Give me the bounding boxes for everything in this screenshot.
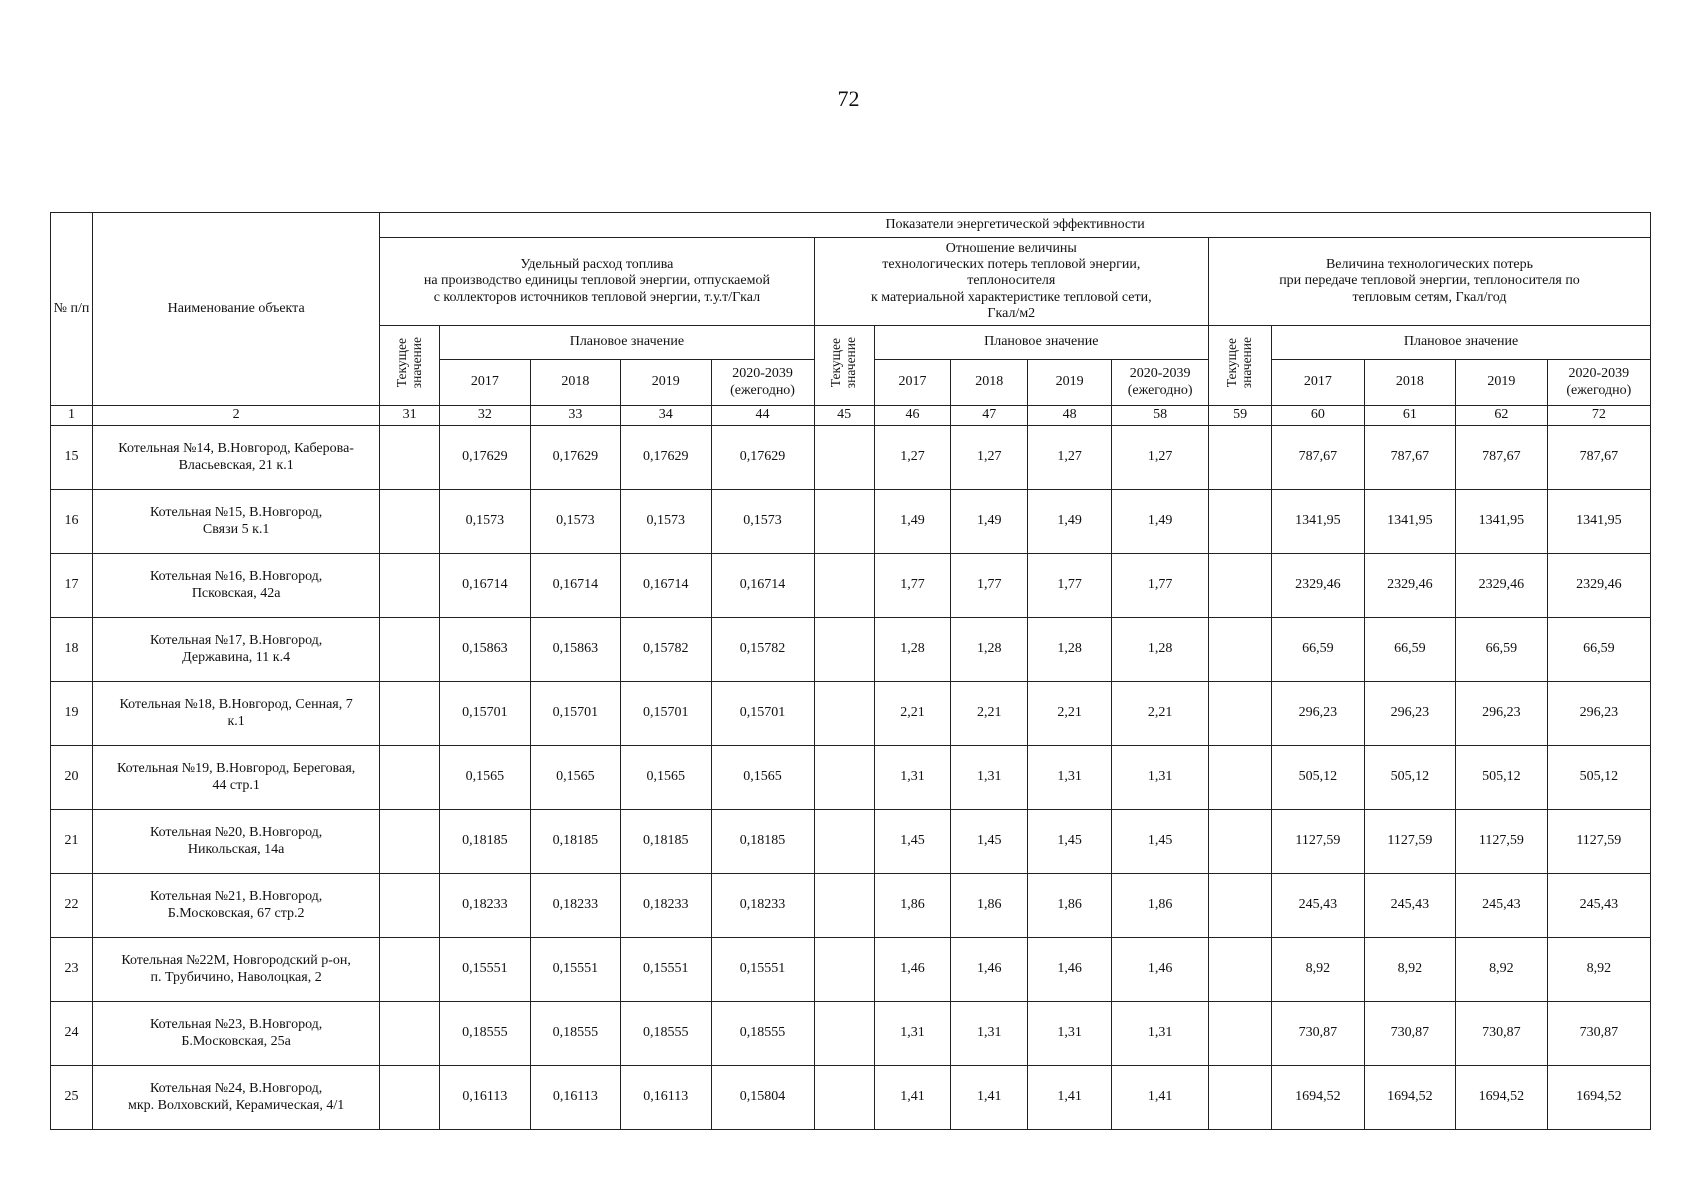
planned-value-cell: 0,16113 xyxy=(530,1066,620,1130)
group-title: Показатели энергетической эффективности xyxy=(380,213,1651,238)
row-number: 23 xyxy=(51,938,93,1002)
section-losses-value-header: Величина технологических потерь при передаче тепловой энергии, теплоносителя по тепловым сетям, Гкал/год xyxy=(1209,238,1651,326)
current-value-cell xyxy=(380,1002,440,1066)
planned-value-cell: 1,31 xyxy=(1112,1002,1209,1066)
planned-value-cell: 66,59 xyxy=(1456,618,1548,682)
planned-value-cell: 1694,52 xyxy=(1272,1066,1365,1130)
table-row xyxy=(51,1002,1651,1066)
planned-value-cell: 0,18185 xyxy=(711,810,814,874)
planned-value-cell: 1,31 xyxy=(874,746,951,810)
column-index: 72 xyxy=(1547,406,1650,426)
planned-value-cell: 0,15701 xyxy=(440,682,530,746)
column-index: 44 xyxy=(711,406,814,426)
planned-value-cell: 0,18233 xyxy=(440,874,530,938)
row-number: 17 xyxy=(51,554,93,618)
planned-value-cell: 1,49 xyxy=(951,490,1028,554)
planned-value-cell: 0,16714 xyxy=(621,554,711,618)
current-value-cell xyxy=(814,682,874,746)
planned-value-cell: 1,77 xyxy=(874,554,951,618)
current-value-cell xyxy=(380,746,440,810)
table-row xyxy=(51,810,1651,874)
planned-value-cell: 0,16714 xyxy=(711,554,814,618)
planned-value-cell: 0,15804 xyxy=(711,1066,814,1130)
num-header: № п/п xyxy=(51,213,93,406)
efficiency-table xyxy=(50,212,1651,1130)
current-value-cell xyxy=(814,426,874,490)
object-name: Котельная №24, В.Новгород, мкр. Волховский, Керамическая, 4/1 xyxy=(93,1066,380,1130)
planned-value-cell: 1,28 xyxy=(1112,618,1209,682)
planned-value-cell: 0,18555 xyxy=(440,1002,530,1066)
planned-value-cell: 0,18555 xyxy=(621,1002,711,1066)
year-header: 2019 xyxy=(1028,360,1112,406)
planned-value-cell: 0,1573 xyxy=(440,490,530,554)
table-row xyxy=(51,618,1651,682)
planned-value-cell: 8,92 xyxy=(1272,938,1365,1002)
planned-value-cell: 1,28 xyxy=(874,618,951,682)
planned-value-cell: 1,28 xyxy=(951,618,1028,682)
table-row xyxy=(51,874,1651,938)
planned-value-cell: 0,1565 xyxy=(530,746,620,810)
planned-value-cell: 0,17629 xyxy=(621,426,711,490)
row-number: 15 xyxy=(51,426,93,490)
current-value-cell xyxy=(380,426,440,490)
planned-value-cell: 1,45 xyxy=(1028,810,1112,874)
current-value-cell xyxy=(380,618,440,682)
planned-value-cell: 0,18185 xyxy=(440,810,530,874)
planned-value-cell: 1341,95 xyxy=(1547,490,1650,554)
planned-value-cell: 1,27 xyxy=(1028,426,1112,490)
planned-value-cell: 787,67 xyxy=(1272,426,1365,490)
year-header: 2018 xyxy=(530,360,620,406)
planned-value-cell: 1,31 xyxy=(874,1002,951,1066)
current-value-cell xyxy=(380,874,440,938)
planned-value-cell: 787,67 xyxy=(1364,426,1456,490)
current-value-cell xyxy=(1209,810,1272,874)
year-header: 2017 xyxy=(1272,360,1365,406)
planned-value-cell: 66,59 xyxy=(1547,618,1650,682)
planned-value-cell: 1,86 xyxy=(951,874,1028,938)
planned-value-cell: 0,1573 xyxy=(530,490,620,554)
planned-value-cell: 0,18185 xyxy=(530,810,620,874)
object-name: Котельная №15, В.Новгород, Связи 5 к.1 xyxy=(93,490,380,554)
column-index: 46 xyxy=(874,406,951,426)
planned-value-cell: 1,77 xyxy=(1028,554,1112,618)
current-value-cell xyxy=(814,490,874,554)
planned-value-cell: 787,67 xyxy=(1547,426,1650,490)
planned-value-cell: 245,43 xyxy=(1272,874,1365,938)
row-number: 18 xyxy=(51,618,93,682)
planned-value-cell: 0,16714 xyxy=(440,554,530,618)
object-name: Котельная №18, В.Новгород, Сенная, 7 к.1 xyxy=(93,682,380,746)
current-value-header: Текущее значение xyxy=(1209,326,1272,406)
column-index: 2 xyxy=(93,406,380,426)
planned-value-cell: 1,49 xyxy=(1028,490,1112,554)
planned-value-cell: 0,18555 xyxy=(530,1002,620,1066)
planned-value-cell: 296,23 xyxy=(1547,682,1650,746)
column-index: 33 xyxy=(530,406,620,426)
planned-value-cell: 1,46 xyxy=(951,938,1028,1002)
year-header: 2017 xyxy=(440,360,530,406)
planned-value-cell: 0,15782 xyxy=(621,618,711,682)
planned-value-cell: 2,21 xyxy=(951,682,1028,746)
planned-value-cell: 505,12 xyxy=(1456,746,1548,810)
planned-value-cell: 2,21 xyxy=(1028,682,1112,746)
object-name: Котельная №22М, Новгородский р-он, п. Трубичино, Наволоцкая, 2 xyxy=(93,938,380,1002)
planned-value-cell: 1341,95 xyxy=(1456,490,1548,554)
table-row xyxy=(51,938,1651,1002)
planned-value-cell: 1,86 xyxy=(874,874,951,938)
planned-value-cell: 1,46 xyxy=(1112,938,1209,1002)
current-value-cell xyxy=(1209,682,1272,746)
planned-value-cell: 0,16113 xyxy=(621,1066,711,1130)
planned-value-cell: 1,46 xyxy=(1028,938,1112,1002)
planned-value-cell: 0,18233 xyxy=(530,874,620,938)
planned-value-cell: 1,49 xyxy=(1112,490,1209,554)
planned-value-cell: 245,43 xyxy=(1364,874,1456,938)
planned-value-cell: 245,43 xyxy=(1456,874,1548,938)
current-value-cell xyxy=(814,1002,874,1066)
table-body xyxy=(51,406,1651,1130)
planned-value-header: Плановое значение xyxy=(874,326,1208,360)
planned-value-header: Плановое значение xyxy=(1272,326,1651,360)
column-index: 1 xyxy=(51,406,93,426)
planned-value-cell: 0,15863 xyxy=(530,618,620,682)
planned-value-cell: 505,12 xyxy=(1364,746,1456,810)
current-value-header: Текущее значение xyxy=(380,326,440,406)
table-row xyxy=(51,426,1651,490)
planned-value-cell: 0,15551 xyxy=(621,938,711,1002)
planned-value-cell: 505,12 xyxy=(1272,746,1365,810)
planned-value-cell: 245,43 xyxy=(1547,874,1650,938)
object-name: Котельная №21, В.Новгород, Б.Московская, 67 стр.2 xyxy=(93,874,380,938)
planned-value-cell: 0,15551 xyxy=(530,938,620,1002)
planned-value-cell: 0,15551 xyxy=(711,938,814,1002)
planned-value-cell: 0,15701 xyxy=(621,682,711,746)
column-index: 32 xyxy=(440,406,530,426)
year-header: 2020-2039 (ежегодно) xyxy=(1547,360,1650,406)
planned-value-cell: 730,87 xyxy=(1456,1002,1548,1066)
planned-value-cell: 1,45 xyxy=(1112,810,1209,874)
year-header: 2017 xyxy=(874,360,951,406)
table-row xyxy=(51,682,1651,746)
current-value-cell xyxy=(1209,874,1272,938)
planned-value-cell: 296,23 xyxy=(1364,682,1456,746)
planned-value-cell: 0,1565 xyxy=(621,746,711,810)
current-value-cell xyxy=(814,874,874,938)
planned-value-cell: 1,46 xyxy=(874,938,951,1002)
planned-value-cell: 8,92 xyxy=(1364,938,1456,1002)
object-name: Котельная №14, В.Новгород, Каберова- Власьевская, 21 к.1 xyxy=(93,426,380,490)
planned-value-cell: 1,45 xyxy=(874,810,951,874)
planned-value-cell: 1127,59 xyxy=(1272,810,1365,874)
planned-value-cell: 1,31 xyxy=(1028,746,1112,810)
planned-value-cell: 0,15701 xyxy=(711,682,814,746)
planned-value-cell: 2,21 xyxy=(874,682,951,746)
current-value-cell xyxy=(814,618,874,682)
planned-value-cell: 1,31 xyxy=(951,746,1028,810)
row-number: 19 xyxy=(51,682,93,746)
planned-value-cell: 1,31 xyxy=(1112,746,1209,810)
planned-value-cell: 8,92 xyxy=(1547,938,1650,1002)
planned-value-cell: 787,67 xyxy=(1456,426,1548,490)
current-value-cell xyxy=(814,1066,874,1130)
year-header: 2018 xyxy=(951,360,1028,406)
planned-value-cell: 730,87 xyxy=(1272,1002,1365,1066)
page-number: 72 xyxy=(837,86,860,111)
planned-value-cell: 1,49 xyxy=(874,490,951,554)
planned-value-cell: 0,15701 xyxy=(530,682,620,746)
current-value-cell xyxy=(380,490,440,554)
planned-value-cell: 66,59 xyxy=(1272,618,1365,682)
current-value-cell xyxy=(814,810,874,874)
planned-value-cell: 0,17629 xyxy=(440,426,530,490)
planned-value-cell: 0,18233 xyxy=(711,874,814,938)
current-value-cell xyxy=(814,938,874,1002)
object-name: Котельная №17, В.Новгород, Державина, 11 к.4 xyxy=(93,618,380,682)
table-row xyxy=(51,1066,1651,1130)
column-index: 34 xyxy=(621,406,711,426)
column-index-row xyxy=(51,406,1651,426)
planned-value-cell: 1341,95 xyxy=(1364,490,1456,554)
current-value-header: Текущее значение xyxy=(814,326,874,406)
planned-value-cell: 1,77 xyxy=(1112,554,1209,618)
object-name: Котельная №16, В.Новгород, Псковская, 42а xyxy=(93,554,380,618)
planned-value-cell: 505,12 xyxy=(1547,746,1650,810)
year-header: 2020-2039 (ежегодно) xyxy=(711,360,814,406)
current-value-cell xyxy=(1209,490,1272,554)
planned-value-cell: 66,59 xyxy=(1364,618,1456,682)
year-header: 2020-2039 (ежегодно) xyxy=(1112,360,1209,406)
current-value-cell xyxy=(1209,746,1272,810)
planned-value-cell: 0,18233 xyxy=(621,874,711,938)
current-value-cell xyxy=(1209,938,1272,1002)
planned-value-cell: 0,18185 xyxy=(621,810,711,874)
planned-value-cell: 0,1573 xyxy=(621,490,711,554)
row-number: 21 xyxy=(51,810,93,874)
column-index: 47 xyxy=(951,406,1028,426)
section-fuel-header: Удельный расход топлива на производство единицы тепловой энергии, отпускаемой с коллекторов источников тепловой энергии, т.у.т/Гкал xyxy=(380,238,814,326)
planned-value-cell: 1694,52 xyxy=(1547,1066,1650,1130)
current-value-cell xyxy=(1209,426,1272,490)
row-number: 22 xyxy=(51,874,93,938)
current-value-cell xyxy=(380,938,440,1002)
planned-value-cell: 1,86 xyxy=(1028,874,1112,938)
current-value-cell xyxy=(380,810,440,874)
planned-value-cell: 0,15551 xyxy=(440,938,530,1002)
column-index: 62 xyxy=(1456,406,1548,426)
planned-value-cell: 1,77 xyxy=(951,554,1028,618)
planned-value-header: Плановое значение xyxy=(440,326,814,360)
planned-value-cell: 0,18555 xyxy=(711,1002,814,1066)
current-value-cell xyxy=(1209,618,1272,682)
planned-value-cell: 1,27 xyxy=(874,426,951,490)
planned-value-cell: 1,41 xyxy=(874,1066,951,1130)
year-header: 2019 xyxy=(621,360,711,406)
column-index: 60 xyxy=(1272,406,1365,426)
planned-value-cell: 1127,59 xyxy=(1456,810,1548,874)
planned-value-cell: 0,17629 xyxy=(711,426,814,490)
row-number: 16 xyxy=(51,490,93,554)
object-name: Котельная №19, В.Новгород, Береговая, 44 стр.1 xyxy=(93,746,380,810)
planned-value-cell: 1,28 xyxy=(1028,618,1112,682)
planned-value-cell: 1,27 xyxy=(951,426,1028,490)
planned-value-cell: 0,16714 xyxy=(530,554,620,618)
planned-value-cell: 730,87 xyxy=(1364,1002,1456,1066)
planned-value-cell: 1,27 xyxy=(1112,426,1209,490)
column-index: 31 xyxy=(380,406,440,426)
planned-value-cell: 8,92 xyxy=(1456,938,1548,1002)
planned-value-cell: 2,21 xyxy=(1112,682,1209,746)
planned-value-cell: 1,86 xyxy=(1112,874,1209,938)
planned-value-cell: 730,87 xyxy=(1547,1002,1650,1066)
object-name: Котельная №20, В.Новгород, Никольская, 14а xyxy=(93,810,380,874)
planned-value-cell: 2329,46 xyxy=(1272,554,1365,618)
column-index: 59 xyxy=(1209,406,1272,426)
current-value-cell xyxy=(1209,1066,1272,1130)
planned-value-cell: 0,17629 xyxy=(530,426,620,490)
column-index: 48 xyxy=(1028,406,1112,426)
column-index: 61 xyxy=(1364,406,1456,426)
planned-value-cell: 1,41 xyxy=(951,1066,1028,1130)
planned-value-cell: 0,1565 xyxy=(440,746,530,810)
current-value-cell xyxy=(814,554,874,618)
planned-value-cell: 2329,46 xyxy=(1364,554,1456,618)
planned-value-cell: 1694,52 xyxy=(1456,1066,1548,1130)
row-number: 20 xyxy=(51,746,93,810)
planned-value-cell: 1694,52 xyxy=(1364,1066,1456,1130)
planned-value-cell: 1,45 xyxy=(951,810,1028,874)
table-row xyxy=(51,746,1651,810)
table-row xyxy=(51,554,1651,618)
planned-value-cell: 1,41 xyxy=(1028,1066,1112,1130)
section-losses-ratio-header: Отношение величины технологических потерь тепловой энергии, теплоносителя к материальной характеристике тепловой сети, Гкал/м2 xyxy=(814,238,1208,326)
planned-value-cell: 1,41 xyxy=(1112,1066,1209,1130)
current-value-cell xyxy=(380,682,440,746)
planned-value-cell: 296,23 xyxy=(1272,682,1365,746)
year-header: 2019 xyxy=(1456,360,1548,406)
planned-value-cell: 0,16113 xyxy=(440,1066,530,1130)
planned-value-cell: 1127,59 xyxy=(1364,810,1456,874)
current-value-cell xyxy=(814,746,874,810)
current-value-cell xyxy=(1209,554,1272,618)
column-index: 58 xyxy=(1112,406,1209,426)
planned-value-cell: 0,15863 xyxy=(440,618,530,682)
planned-value-cell: 296,23 xyxy=(1456,682,1548,746)
row-number: 25 xyxy=(51,1066,93,1130)
planned-value-cell: 2329,46 xyxy=(1547,554,1650,618)
current-value-cell xyxy=(380,554,440,618)
planned-value-cell: 1,31 xyxy=(951,1002,1028,1066)
row-number: 24 xyxy=(51,1002,93,1066)
current-value-cell xyxy=(380,1066,440,1130)
planned-value-cell: 1341,95 xyxy=(1272,490,1365,554)
current-value-cell xyxy=(1209,1002,1272,1066)
name-header: Наименование объекта xyxy=(93,213,380,406)
planned-value-cell: 0,1573 xyxy=(711,490,814,554)
year-header: 2018 xyxy=(1364,360,1456,406)
planned-value-cell: 0,1565 xyxy=(711,746,814,810)
planned-value-cell: 1127,59 xyxy=(1547,810,1650,874)
planned-value-cell: 0,15782 xyxy=(711,618,814,682)
planned-value-cell: 2329,46 xyxy=(1456,554,1548,618)
planned-value-cell: 1,31 xyxy=(1028,1002,1112,1066)
table-row xyxy=(51,490,1651,554)
object-name: Котельная №23, В.Новгород, Б.Московская, 25а xyxy=(93,1002,380,1066)
column-index: 45 xyxy=(814,406,874,426)
